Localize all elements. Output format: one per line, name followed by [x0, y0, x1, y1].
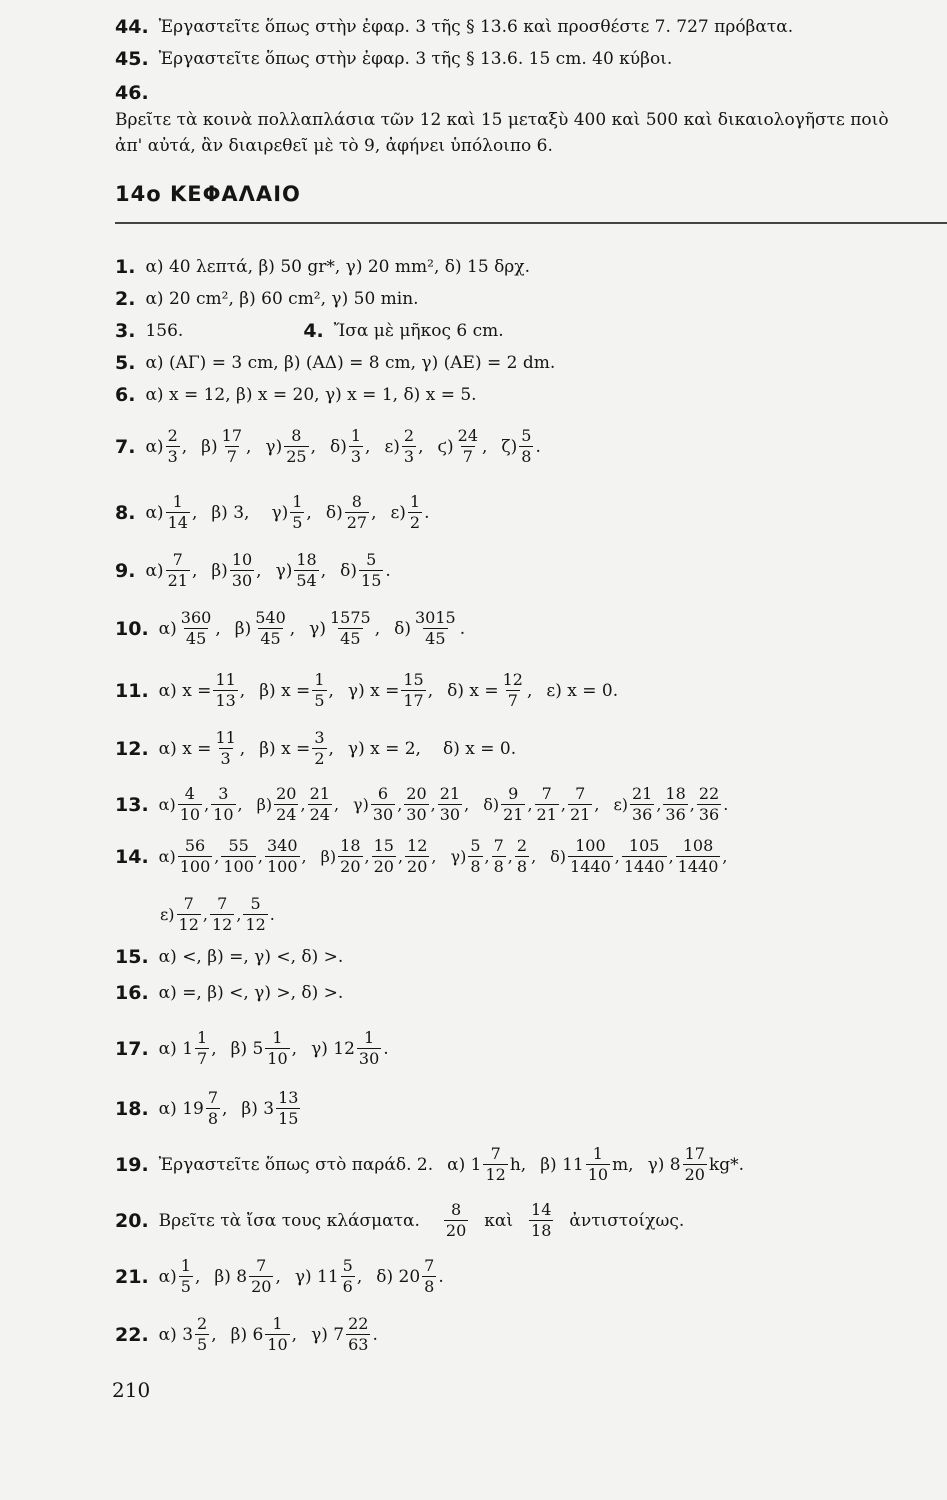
fraction: $\frac{1}{5}$: [314, 670, 325, 710]
answer-21: 21. α) $\frac{1}{5}$ , β) 8 $\frac{7}{20}$ , γ) 11 $\frac{5}{6}$ , δ) 20 $\frac{7}{8}$ .: [115, 1256, 444, 1296]
fraction: $\frac{1}{30}$: [358, 1028, 380, 1068]
fraction: $\frac{1}{5}$: [180, 1256, 191, 1296]
fraction: $\frac{3015}{45}$: [414, 608, 456, 648]
answer-16: 16. α) =, β) <, γ) >, δ) >.: [115, 982, 344, 1004]
fraction: $\frac{100}{1440}$: [570, 836, 611, 876]
fraction: $\frac{5}{8}$: [470, 836, 481, 876]
fraction: $\frac{7}{8}$: [207, 1088, 219, 1128]
fraction: $\frac{1}{5}$: [292, 492, 303, 532]
fraction: $\frac{7}{12}$: [178, 894, 199, 934]
fraction: $\frac{2}{5}$: [197, 1314, 208, 1354]
fraction: $\frac{340}{100}$: [267, 836, 298, 876]
fraction: $\frac{1}{10}$: [587, 1144, 609, 1184]
fraction: $\frac{2}{3}$: [167, 426, 178, 466]
fraction: $\frac{20}{30}$: [406, 784, 427, 824]
fraction: $\frac{8}{25}$: [286, 426, 307, 466]
answer-1: 1. α) 40 λεπτά, β) 50 gr*, γ) 20 mm², δ) 15 δρχ.: [115, 256, 531, 278]
answer-3: 3. 156. 4. Ἴσα μὲ μῆκος 6 cm.: [115, 320, 504, 342]
fraction: $\frac{13}{15}$: [278, 1088, 299, 1128]
fraction: $\frac{5}{8}$: [521, 426, 532, 466]
answer-4-text: Ἴσα μὲ μῆκος 6 cm.: [333, 321, 504, 341]
fraction: $\frac{4}{10}$: [179, 784, 201, 824]
fraction: $\frac{56}{100}$: [179, 836, 211, 876]
fraction: $\frac{20}{24}$: [276, 784, 297, 824]
fraction: $\frac{7}{12}$: [211, 894, 233, 934]
fraction: $\frac{17}{20}$: [684, 1144, 705, 1184]
fraction: $\frac{1}{7}$: [197, 1028, 208, 1068]
fraction: $\frac{105}{1440}$: [623, 836, 665, 876]
fraction: $\frac{7}{21}$: [167, 550, 188, 590]
fraction: $\frac{18}{36}$: [665, 784, 686, 824]
answer-44: 44. Ἐργαστεῖτε ὅπως στὴν ἐφαρ. 3 τῆς § 13.6 καὶ προσθέστε 7. 727 πρόβατα.: [115, 16, 794, 38]
fraction: $\frac{2}{3}$: [403, 426, 415, 466]
answer-14: 14. α) $\frac{56}{100}$ , $\frac{55}{100}$ , $\frac{340}{100}$ , β) $\frac{18}{20}$ , $\frac{15}{20}$ , $\frac{12}{20}$ , γ) $\frac{5}{8}$ , $\frac{7}{8}$ , $\frac{2}{8}$ , δ) $\frac{100}{1440}$ , $\frac{105}{1440}$ , $\frac{108}{1440}$ ,: [115, 836, 728, 876]
fraction: $\frac{12}{20}$: [407, 836, 428, 876]
fraction: $\frac{55}{100}$: [223, 836, 254, 876]
fraction: $\frac{12}{7}$: [502, 670, 523, 710]
page-number: 210: [112, 1378, 151, 1402]
fraction: $\frac{3}{2}$: [314, 728, 325, 768]
fraction: $\frac{1}{2}$: [409, 492, 421, 532]
fraction: $\frac{24}{7}$: [457, 426, 478, 466]
fraction: $\frac{6}{30}$: [372, 784, 394, 824]
fraction: $\frac{5}{6}$: [342, 1256, 353, 1296]
answer-12: 12. α) x = $\frac{11}{3}$ , β) x = $\frac{3}{2}$ , γ) x = 2, δ) x = 0.: [115, 728, 517, 768]
fraction: $\frac{7}{8}$: [424, 1256, 435, 1296]
fraction: $\frac{7}{21}$: [536, 784, 557, 824]
answer-14-continued: ε) $\frac{7}{12}$ , $\frac{7}{12}$ , $\frac{5}{12}$ .: [160, 894, 275, 934]
fraction: $\frac{1575}{45}$: [329, 608, 371, 648]
answer-19: 19. Ἐργαστεῖτε ὅπως στὸ παράδ. 2. α) 1 $\frac{7}{12}$ h, β) 11 $\frac{1}{10}$ m, γ) 8 $\frac{17}{20}$ kg*.: [115, 1144, 745, 1184]
fraction: $\frac{108}{1440}$: [677, 836, 719, 876]
fraction: $\frac{7}{21}$: [569, 784, 591, 824]
fraction: $\frac{7}{12}$: [485, 1144, 506, 1184]
answer-20: 20. Βρεῖτε τὰ ἴσα τους κλάσματα. $\frac{8}{20}$ καὶ $\frac{14}{18}$ ἀντιστοίχως.: [115, 1200, 685, 1240]
answer-8: 8. α) $\frac{1}{14}$ , β) 3, γ) $\frac{1}{5}$ , δ) $\frac{8}{27}$ , ε) $\frac{1}{2}$ .: [115, 492, 430, 532]
fraction: $\frac{8}{27}$: [346, 492, 368, 532]
fraction: $\frac{18}{20}$: [340, 836, 361, 876]
fraction: $\frac{15}{17}$: [403, 670, 424, 710]
answer-10: 10. α) $\frac{360}{45}$ , β) $\frac{540}{45}$ , γ) $\frac{1575}{45}$ , δ) $\frac{3015}{45}$ .: [115, 608, 466, 648]
fraction: $\frac{11}{3}$: [215, 728, 236, 768]
answer-6: 6. α) x = 12, β) x = 20, γ) x = 1, δ) x = 5.: [115, 384, 477, 406]
answer-2: 2. α) 20 cm², β) 60 cm², γ) 50 min.: [115, 288, 419, 310]
fraction: $\frac{540}{45}$: [255, 608, 286, 648]
fraction: $\frac{9}{21}$: [503, 784, 524, 824]
fraction: $\frac{11}{13}$: [215, 670, 236, 710]
fraction: $\frac{22}{63}$: [348, 1314, 369, 1354]
fraction: $\frac{1}{10}$: [267, 1028, 288, 1068]
fraction: $\frac{7}{20}$: [251, 1256, 272, 1296]
answer-9: 9. α) $\frac{7}{21}$ , β) $\frac{10}{30}$ , γ) $\frac{18}{54}$ , δ) $\frac{5}{15}$ .: [115, 550, 391, 590]
answer-5: 5. α) (ΑΓ) = 3 cm, β) (ΑΔ) = 8 cm, γ) (ΑΕ) = 2 dm.: [115, 352, 556, 374]
answer-15: 15. α) <, β) =, γ) <, δ) >.: [115, 946, 344, 968]
fraction: $\frac{17}{7}$: [221, 426, 242, 466]
answer-22: 22. α) 3 $\frac{2}{5}$ , β) 6 $\frac{1}{10}$ , γ) 7 $\frac{22}{63}$ .: [115, 1314, 378, 1354]
title-rule: [115, 222, 947, 224]
fraction: $\frac{2}{8}$: [516, 836, 528, 876]
fraction: $\frac{14}{18}$: [531, 1200, 552, 1240]
answer-7: 7. α) $\frac{2}{3}$ , β) $\frac{17}{7}$ , γ) $\frac{8}{25}$ , δ) $\frac{1}{3}$ , ε) $\frac{2}{3}$ , ϛ) $\frac{24}{7}$ , ζ) $\frac{5}{8}$ .: [115, 426, 541, 466]
fraction: $\frac{21}{24}$: [309, 784, 330, 824]
fraction: $\frac{21}{30}$: [439, 784, 461, 824]
fraction: $\frac{3}{10}$: [213, 784, 234, 824]
fraction: $\frac{1}{10}$: [267, 1314, 288, 1354]
answer-18: 18. α) 19 $\frac{7}{8}$ , β) 3 $\frac{13}{15}$: [115, 1088, 299, 1128]
fraction: $\frac{8}{20}$: [445, 1200, 467, 1240]
fraction: $\frac{360}{45}$: [180, 608, 212, 648]
fraction: $\frac{1}{3}$: [350, 426, 362, 466]
answer-17: 17. α) 1 $\frac{1}{7}$ , β) 5 $\frac{1}{10}$ , γ) 12 $\frac{1}{30}$ .: [115, 1028, 389, 1068]
fraction: $\frac{5}{12}$: [245, 894, 266, 934]
fraction: $\frac{22}{36}$: [698, 784, 720, 824]
answer-45: 45. Ἐργαστεῖτε ὅπως στὴν ἐφαρ. 3 τῆς § 13.6. 15 cm. 40 κύβοι.: [115, 48, 673, 70]
chapter-title: 14ο ΚΕΦΑΛΑΙΟ: [115, 182, 301, 206]
fraction: $\frac{1}{14}$: [167, 492, 188, 532]
fraction: $\frac{21}{36}$: [631, 784, 653, 824]
fraction: $\frac{7}{8}$: [493, 836, 504, 876]
fraction: $\frac{18}{54}$: [296, 550, 317, 590]
fraction: $\frac{5}{15}$: [361, 550, 382, 590]
answer-13: 13. α) $\frac{4}{10}$ , $\frac{3}{10}$ , β) $\frac{20}{24}$ , $\frac{21}{24}$ , γ) $\frac{6}{30}$ , $\frac{20}{30}$ , $\frac{21}{30}$ , δ) $\frac{9}{21}$ , $\frac{7}{21}$ , $\frac{7}{21}$ , ε) $\frac{21}{36}$ , $\frac{18}{36}$ , $\frac{22}{36}$ .: [115, 784, 729, 824]
fraction: $\frac{10}{30}$: [231, 550, 253, 590]
answer-4-number: 4.: [303, 320, 324, 342]
answer-11: 11. α) x = $\frac{11}{13}$ , β) x = $\frac{1}{5}$ , γ) x = $\frac{15}{17}$ , δ) x = $\frac{12}{7}$ , ε) x = 0.: [115, 670, 619, 710]
answer-46: 46. Βρεῖτε τὰ κοινὰ πολλαπλάσια τῶν 12 καὶ 15 μεταξὺ 400 καὶ 500 καὶ δικαιολογῆστε ποιὸ ἀπ' αὐτά, ἂν διαιρεθεῖ μὲ τὸ 9, ἀφήνει ὑπόλοιπο 6.: [115, 82, 889, 156]
fraction: $\frac{15}{20}$: [373, 836, 394, 876]
